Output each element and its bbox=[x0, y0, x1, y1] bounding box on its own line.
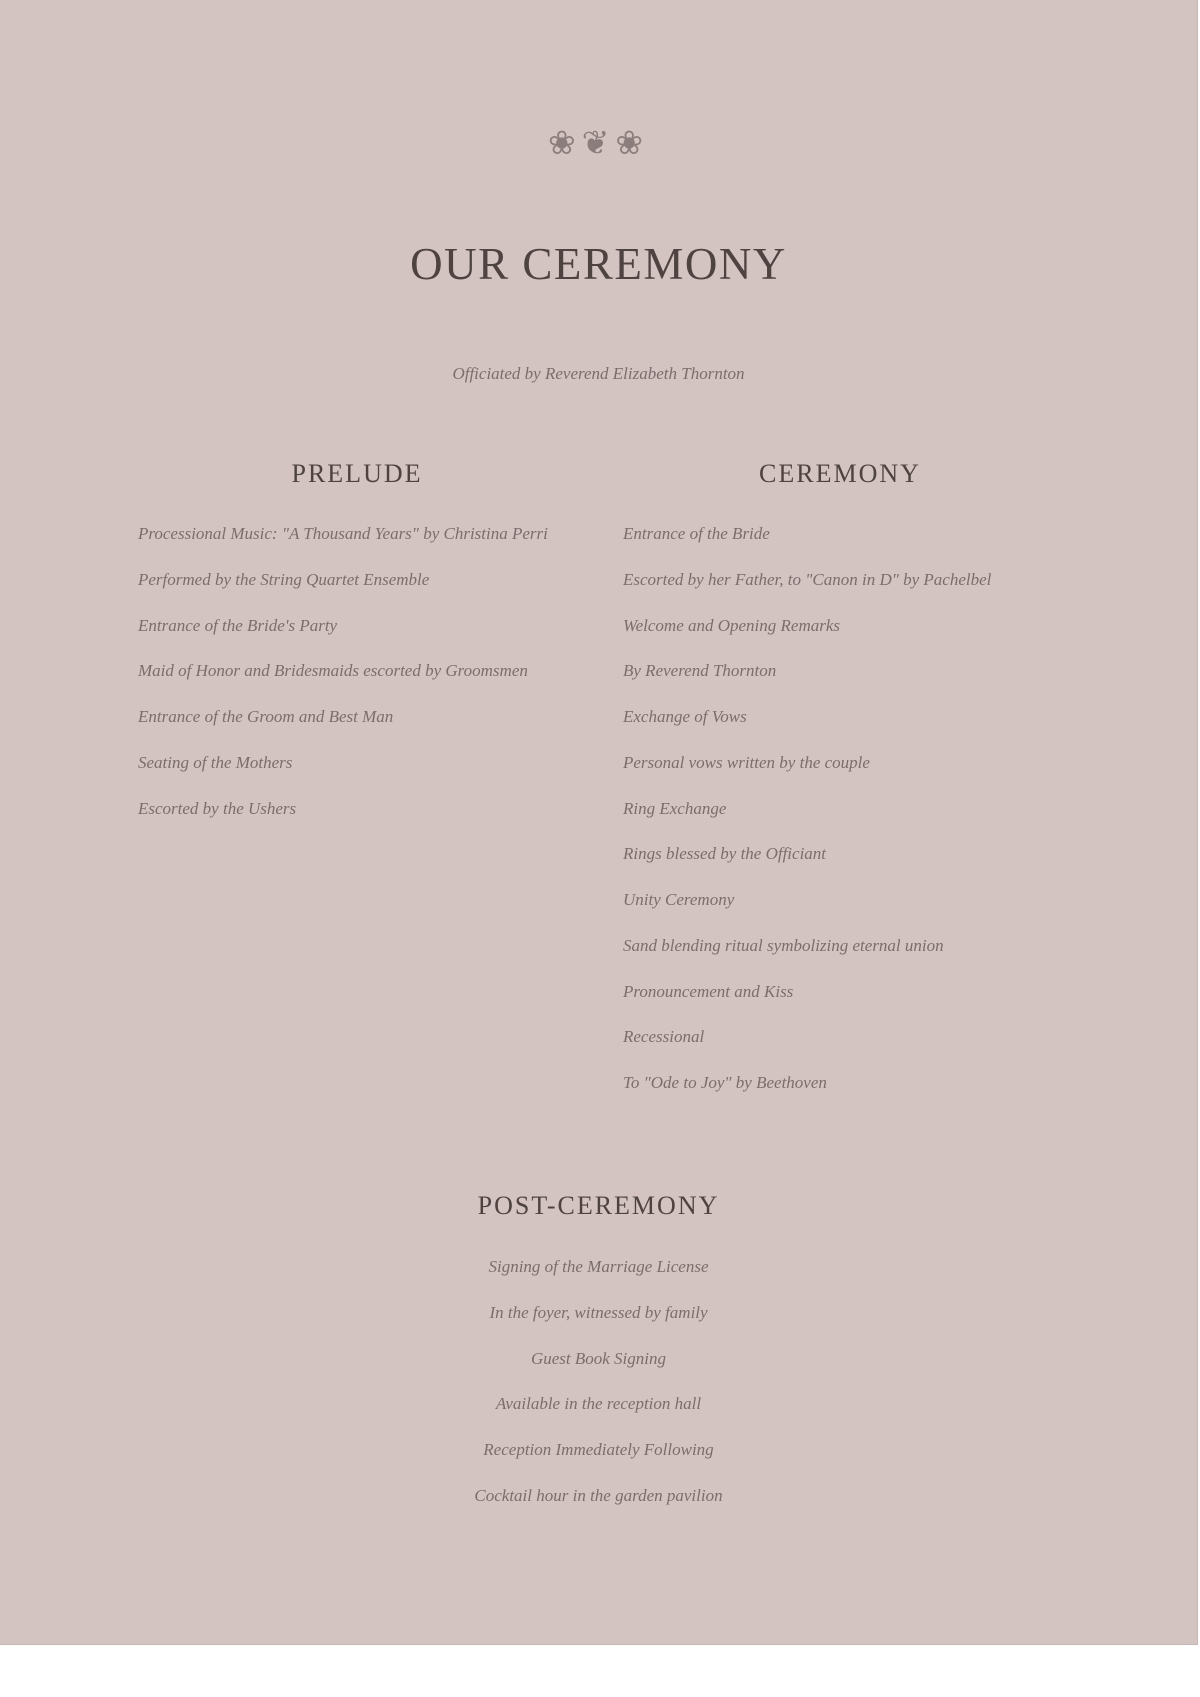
list-item: Unity Ceremony bbox=[623, 890, 735, 909]
floral-ornament bbox=[0, 118, 1197, 168]
ceremony-section bbox=[623, 456, 1063, 1117]
list-item: Recessional bbox=[623, 1027, 705, 1047]
prelude-list bbox=[138, 522, 578, 842]
list-item: Performed by the String Quartet Ensemble bbox=[138, 569, 430, 589]
list-item: To "Ode to Joy" by Beethoven bbox=[623, 1073, 827, 1092]
list-item: By Reverend Thornton bbox=[623, 661, 777, 681]
list-item: Sand blending ritual symbolizing eternal union bbox=[623, 935, 944, 955]
page-title: OUR CEREMONY bbox=[410, 239, 787, 289]
list-item: Personal vows written by the couple bbox=[623, 752, 870, 772]
list-item: Cocktail hour in the garden pavilion bbox=[474, 1485, 723, 1505]
list-item: Entrance of the Bride bbox=[623, 524, 770, 543]
list-item: In the foyer, witnessed by family bbox=[489, 1302, 708, 1322]
list-item: Maid of Honor and Bridesmaids escorted by Groomsmen bbox=[138, 661, 528, 681]
post-ceremony-section bbox=[0, 1188, 1197, 1530]
list-item: Signing of the Marriage License bbox=[488, 1257, 709, 1276]
post-ceremony-list bbox=[0, 1255, 1197, 1530]
prelude-heading: PRELUDE bbox=[291, 459, 423, 488]
flower-icon: ❀ bbox=[615, 123, 649, 162]
list-item: Welcome and Opening Remarks bbox=[623, 615, 841, 635]
floral-heart-icon: ❦ bbox=[581, 123, 616, 162]
flower-icon: ❀ bbox=[548, 123, 582, 162]
list-item: Escorted by her Father, to "Canon in D" by Pachelbel bbox=[623, 569, 992, 589]
prelude-section bbox=[138, 456, 578, 842]
ceremony-heading: CEREMONY bbox=[759, 459, 921, 488]
officiant-subtitle: Officiated by Reverend Elizabeth Thornton bbox=[452, 364, 745, 383]
list-item: Escorted by the Ushers bbox=[138, 798, 297, 818]
post-ceremony-heading: POST-CEREMONY bbox=[477, 1191, 720, 1220]
list-item: Available in the reception hall bbox=[495, 1394, 702, 1414]
list-item: Processional Music: "A Thousand Years" by Christina Perri bbox=[138, 524, 548, 543]
list-item: Guest Book Signing bbox=[530, 1348, 667, 1368]
list-item: Rings blessed by the Officiant bbox=[623, 844, 827, 864]
list-item: Exchange of Vows bbox=[623, 707, 747, 726]
ceremony-list bbox=[623, 522, 1063, 1117]
list-item: Entrance of the Groom and Best Man bbox=[138, 707, 394, 726]
list-item: Seating of the Mothers bbox=[138, 752, 293, 772]
list-item: Entrance of the Bride's Party bbox=[138, 615, 338, 635]
list-item: Reception Immediately Following bbox=[483, 1440, 714, 1459]
list-item: Ring Exchange bbox=[623, 798, 727, 818]
list-item: Pronouncement and Kiss bbox=[623, 981, 794, 1001]
